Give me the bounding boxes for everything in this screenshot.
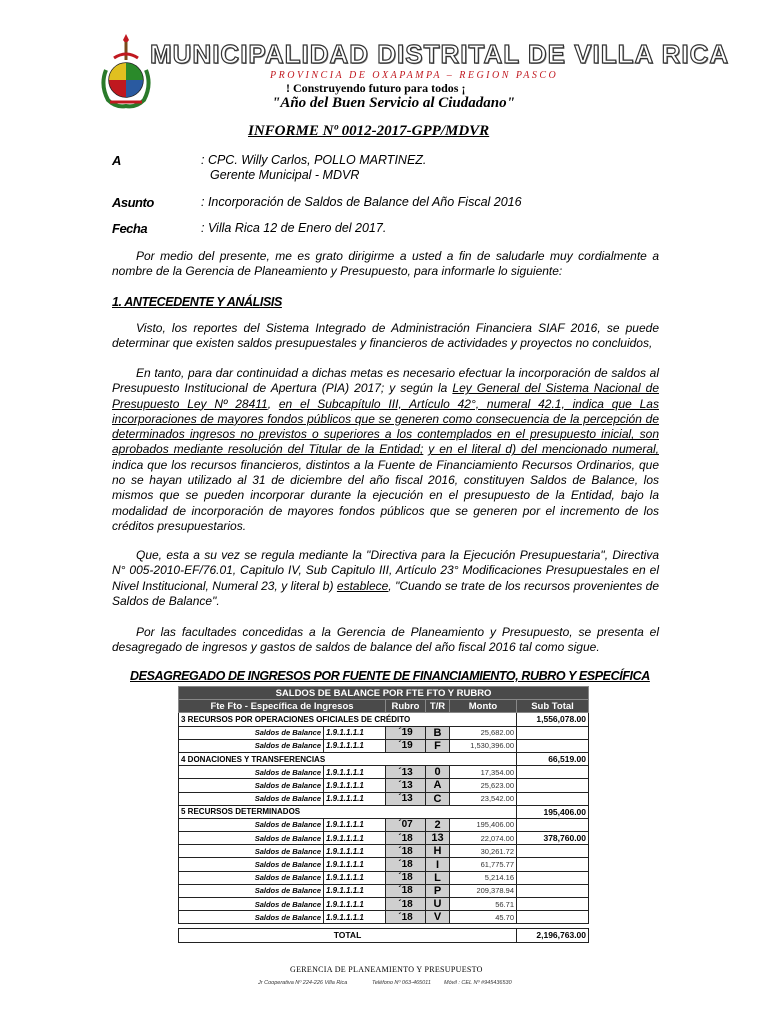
col-fte: Fte Fto - Específica de Ingresos (179, 700, 386, 713)
table-row: Saldos de Balance 1.9.1.1.1.1 ´13 C 23,542.00 (179, 792, 589, 805)
table-row: Saldos de Balance 1.9.1.1.1.1 ´18 L 5,214.16 (179, 871, 589, 884)
col-tr: T/R (426, 700, 450, 713)
balance-table (178, 686, 589, 943)
col-rubro: Rubro (386, 700, 426, 713)
category-name: 5 RECURSOS DETERMINADOS (179, 805, 517, 818)
year-slogan: "Año del Buen Servicio al Ciudadano" (272, 95, 515, 111)
category-subtotal: 1,556,078.00 (517, 713, 589, 726)
table-row: Saldos de Balance 1.9.1.1.1.1 ´19 B 25,682.00 (179, 726, 589, 739)
informe-title: INFORME Nº 0012-2017-GPP/MDVR (248, 123, 490, 139)
col-monto: Monto (450, 700, 517, 713)
category-subtotal: 378,760.00 (517, 832, 589, 845)
a-value: : CPC. Willy Carlos, POLLO MARTINEZ. (201, 153, 427, 167)
fecha-value: : Villa Rica 12 de Enero del 2017. (201, 221, 387, 235)
footer-department: GERENCIA DE PLANEAMIENTO Y PRESUPUESTO (290, 965, 483, 974)
fecha-label: Fecha (112, 221, 148, 236)
table-row: Saldos de Balance 1.9.1.1.1.1 ´19 F 1,530,396.00 (179, 739, 589, 752)
total-label: TOTAL (179, 929, 517, 942)
total-row (179, 929, 589, 942)
table-header-row (179, 700, 589, 713)
table-row: Saldos de Balance 1.9.1.1.1.1 ´18 I 61,775.77 (179, 858, 589, 871)
category-row (179, 805, 589, 818)
paragraph-visto: Visto, los reportes del Sistema Integrado de Administración Financiera SIAF 2016, se puede determinar que existen saldos presupuestales y financieros de actividades y proyectos no concluidos, (112, 321, 659, 351)
table-banner: SALDOS DE BALANCE POR FTE FTO Y RUBRO (179, 687, 589, 700)
footer-address: Jr Cooperativa Nº 224-226 Villa Rica (258, 980, 348, 986)
category-name: 3 RECURSOS POR OPERACIONES OFICIALES DE CRÉDITO (179, 713, 517, 726)
category-row (179, 713, 589, 726)
table-row: Saldos de Balance 1.9.1.1.1.1 ´18 U 56.71 (179, 898, 589, 911)
table-banner-row (179, 687, 589, 700)
a-label: A (112, 153, 121, 168)
a-value-role: Gerente Municipal - MDVR (210, 168, 360, 182)
asunto-label: Asunto (112, 195, 154, 210)
province-line: PROVINCIA DE OXAPAMPA – REGION PASCO (270, 70, 559, 81)
table-row: Saldos de Balance 1.9.1.1.1.1 ´18 V 45.70 (179, 911, 589, 924)
table-row: Saldos de Balance 1.9.1.1.1.1 ´18 H 30,261.72 (179, 845, 589, 858)
paragraph-facultades: Por las facultades concedidas a la Gerencia de Planeamiento y Presupuesto, se presenta el desagregado de ingresos y gastos de saldos de balance del año fiscal 2016 tal como sigue. (112, 625, 659, 655)
footer-phone: Teléfono Nº 063-465011 (372, 980, 431, 986)
table-row: Saldos de Balance 1.9.1.1.1.1 ´18 P 209,378.94 (179, 884, 589, 897)
intro-paragraph: Por medio del presente, me es grato dirigirme a usted a fin de saludarle muy cordialmente a nombre de la Gerencia de Planeamiento y Presupuesto, para informarle lo siguiente: (112, 249, 659, 279)
table-row: Saldos de Balance 1.9.1.1.1.1 ´18 13 22,074.00 378,760.00 (179, 832, 589, 845)
paragraph-en-tanto: En tanto, para dar continuidad a dichas metas es necesario efectuar la incorporación de saldos al Presupuesto Institucional de Apertura (PIA) 2017; y según la Ley General del Sistema Nacional de Presupuesto Ley Nº 28411, en el Subcapítulo III, Artículo 42°, numeral 42.1, indica que Las incorporaciones de mayores fondos públicos que se generen como consecuencia de la percepción de determinados ingresos no previstos o superiores a los contemplados en el presupuesto inicial, son aprobados mediante resolución del Titular de la Entidad; y en el literal d) del mencionado numeral, indica que los recursos financieros, distintos a la Fuente de Financiamiento Recursos Ordinarios, que no se hayan utilizado al 31 de diciembre del año fiscal 2016, constituyen Saldos de Balance, los mismos que se pueden incorporar durante la ejecución en el presupuesto de la Entidad, bajo la modalidad de incorporación de mayores fondos públicos que se generen por el incremento de los créditos presupuestarios. (112, 366, 660, 533)
section-title: 1. ANTECEDENTE Y ANÁLISIS (112, 295, 282, 309)
municipal-crest-icon (96, 30, 156, 110)
category-name: 4 DONACIONES Y TRANSFERENCIAS (179, 752, 517, 765)
category-subtotal: 195,406.00 (517, 805, 589, 818)
municipality-title: MUNICIPALIDAD DISTRITAL DE VILLA RICA (150, 39, 730, 69)
category-subtotal: 66,519.00 (517, 752, 589, 765)
table-title: DESAGREGADO DE INGRESOS POR FUENTE DE FINANCIAMIENTO, RUBRO Y ESPECÍFICA (130, 669, 650, 683)
category-row (179, 752, 589, 765)
asunto-value: : Incorporación de Saldos de Balance del Año Fiscal 2016 (201, 195, 522, 209)
footer-mobile: Móvil : CEL Nº #945436530 (444, 980, 512, 986)
total-value: 2,196,763.00 (517, 929, 589, 942)
table-row: Saldos de Balance 1.9.1.1.1.1 ´13 0 17,354.00 (179, 766, 589, 779)
table-row: Saldos de Balance 1.9.1.1.1.1 ´13 A 25,623.00 (179, 779, 589, 792)
motto: ! Construyendo futuro para todos ¡ (286, 81, 466, 95)
paragraph-directiva: Que, esta a su vez se regula mediante la "Directiva para la Ejecución Presupuestaria", Directiva N° 005-2010-EF/76.01, Capitulo IV, Sub Capitulo III, Artículo 23° Modificaciones Presupuestales en el Nivel Institucional, Numeral 23, y literal b) establece, "Cuando se trate de los recursos provenientes de Saldos de Balance". (112, 548, 659, 608)
table-row: Saldos de Balance 1.9.1.1.1.1 ´07 2 195,406.00 (179, 818, 589, 831)
col-subtotal: Sub Total (517, 700, 589, 713)
